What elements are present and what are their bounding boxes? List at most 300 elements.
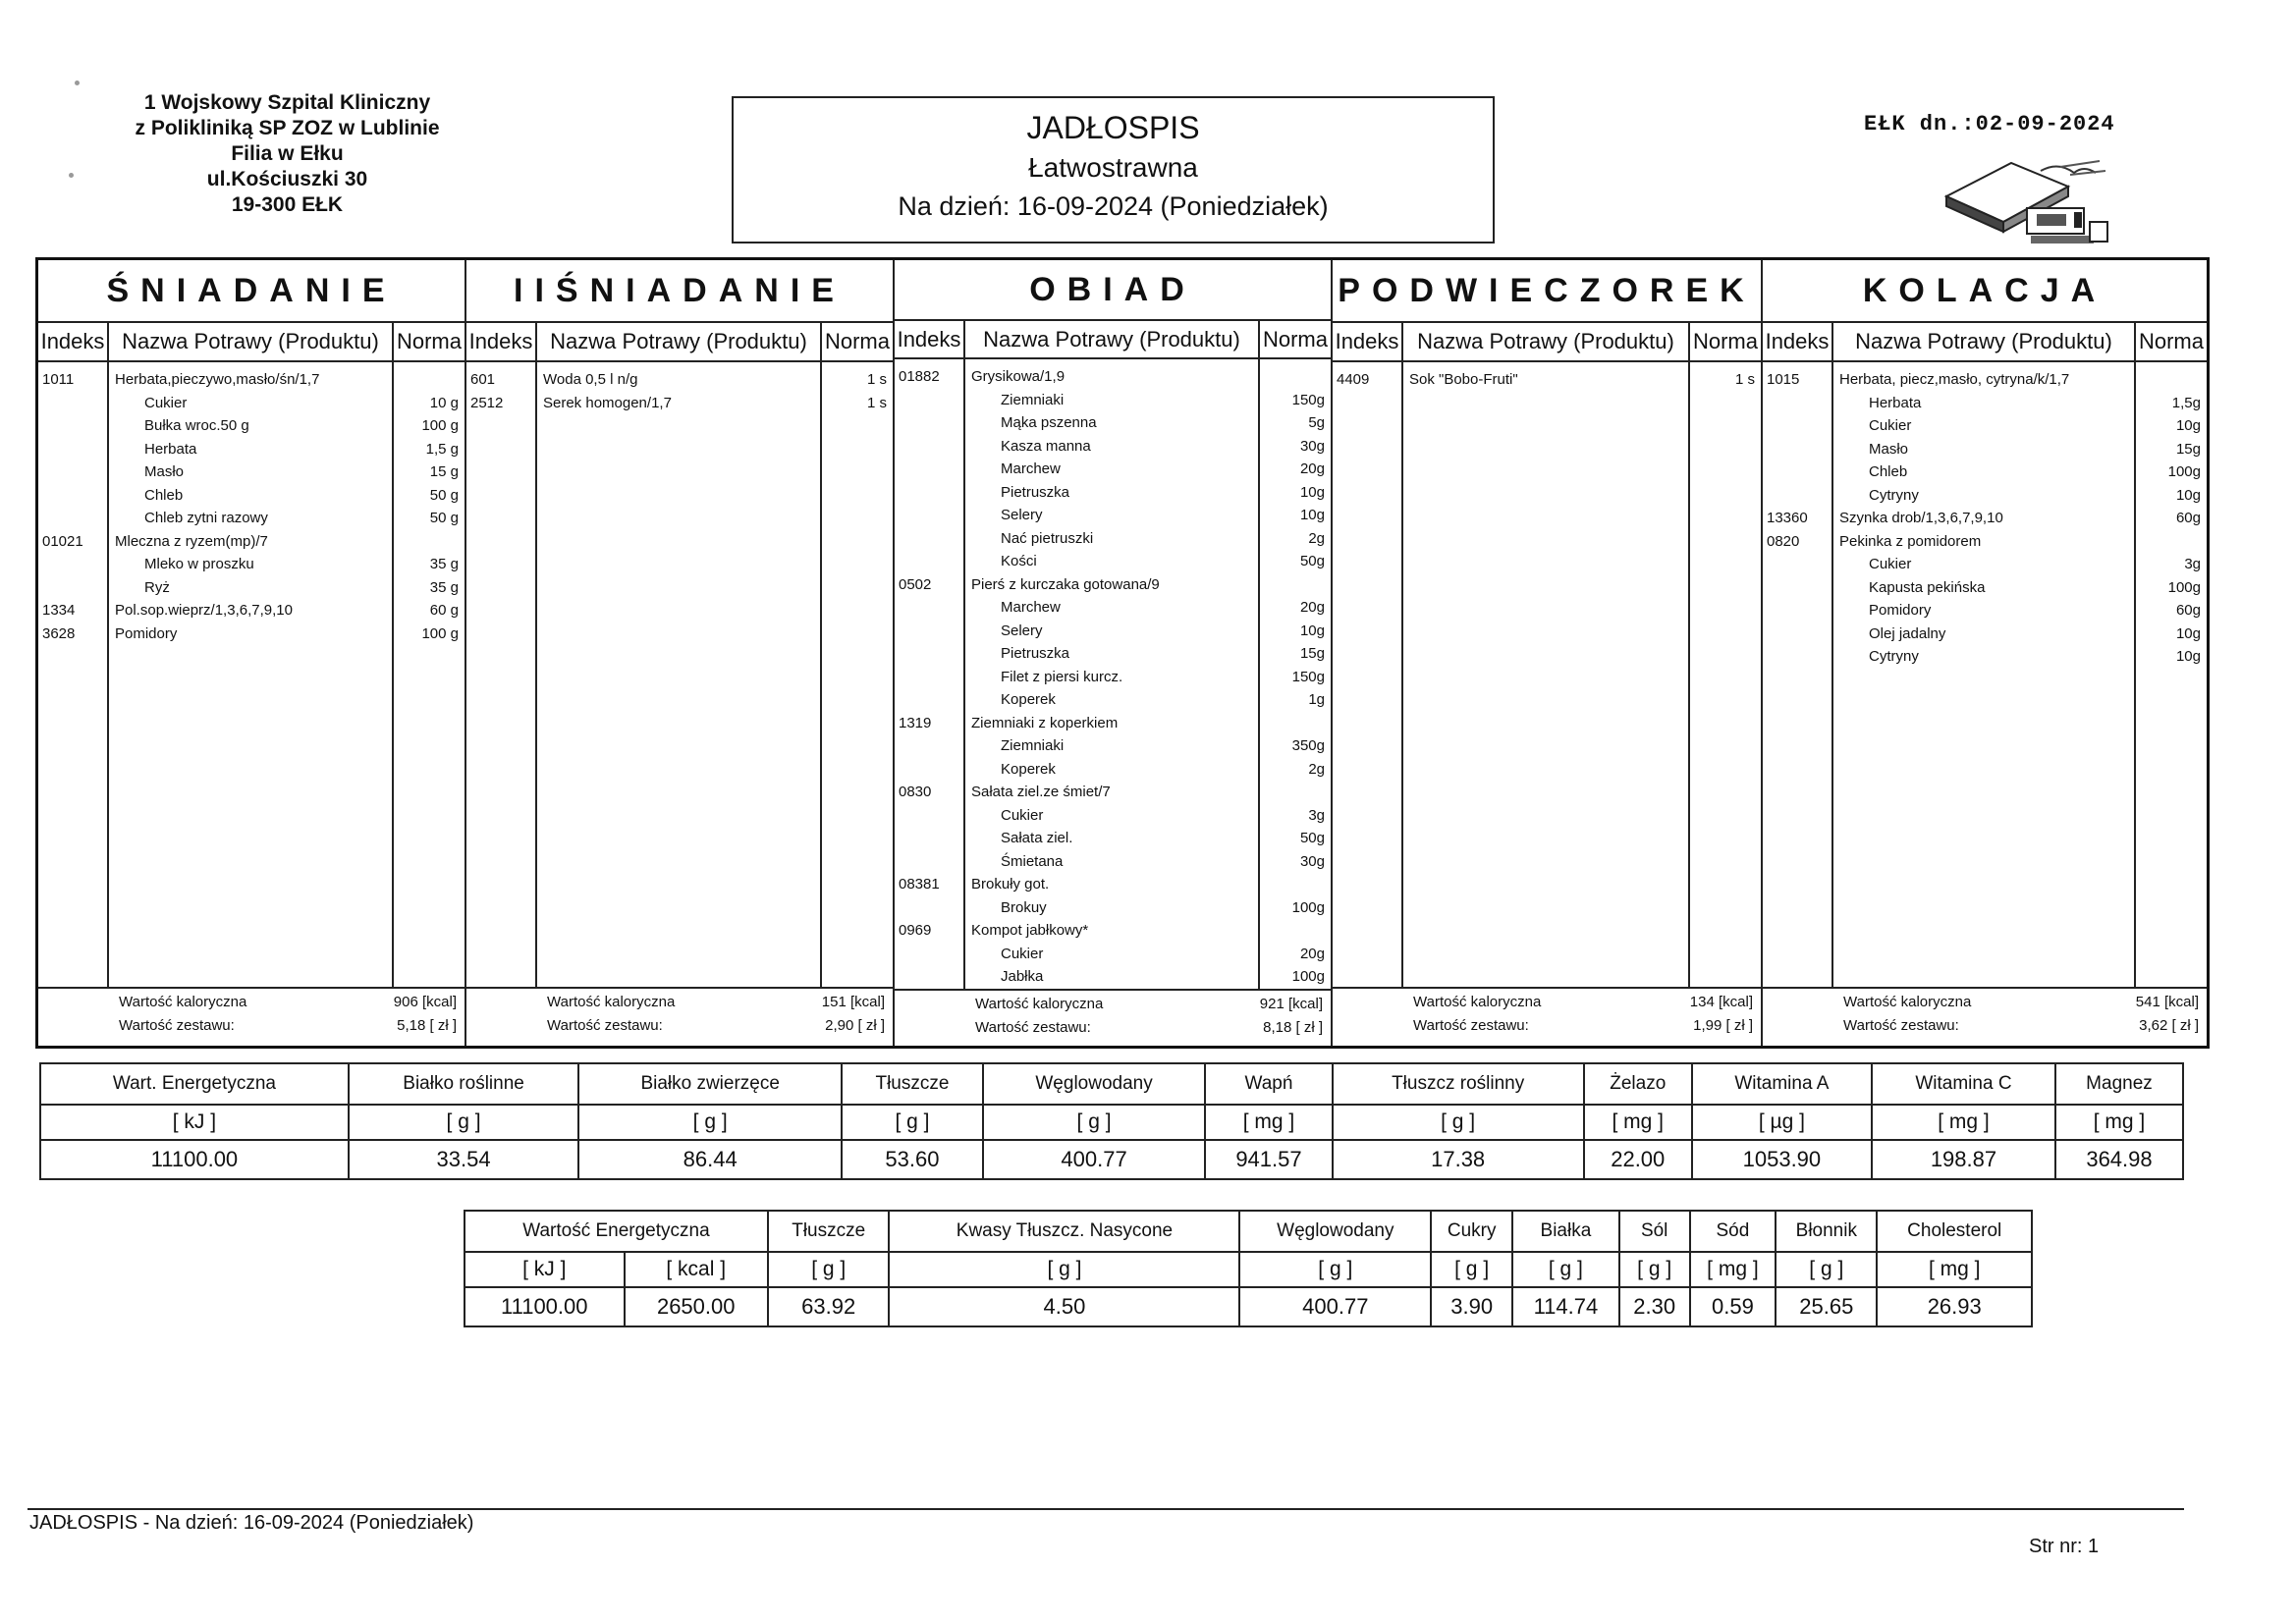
calorie-row [474, 991, 885, 1014]
nutrient-value: 25.65 [1776, 1287, 1877, 1326]
meal-totals [1763, 989, 2207, 1046]
nutrient-value: 26.93 [1877, 1287, 2032, 1326]
meal-title: ŚNIADANIE [38, 260, 465, 323]
meal-totals [466, 989, 893, 1046]
ingredient-name: Herbata [144, 440, 197, 458]
ingredient-name: Pomidory [1869, 602, 1932, 619]
ingredient-name: Chleb [1869, 463, 1908, 480]
nutrient-unit: [ kJ ] [465, 1252, 625, 1287]
nutrient-header: Magnez [2055, 1063, 2183, 1105]
item-norm [1260, 573, 1325, 597]
item-index [1767, 460, 1831, 484]
calorie-row [46, 991, 457, 1014]
nutrient-value: 941.57 [1205, 1140, 1332, 1179]
item-norm: 10g [1299, 507, 1325, 524]
ingredient-name: Cukier [1869, 556, 1912, 572]
nutrient-header: Wart. Energetyczna [40, 1063, 349, 1105]
nutrient-unit: [ mg ] [2055, 1105, 2183, 1140]
ingredient-name: Cukier [1001, 945, 1044, 962]
nutrient-value: 198.87 [1872, 1140, 2055, 1179]
calorie-label: Wartość kaloryczna [1843, 994, 1972, 1010]
hospital-address [98, 90, 476, 218]
page-number: Str nr: 1 [2029, 1536, 2100, 1557]
item-norm: 15g [2175, 440, 2201, 458]
item-norm: 20g [1299, 599, 1325, 617]
name-column [1403, 362, 1690, 987]
value-row [465, 1287, 2032, 1326]
cost-value: 1,99 [ zł ] [1693, 1017, 1753, 1034]
item-norm [1260, 712, 1325, 735]
ingredient-name: Pietruszka [1001, 645, 1070, 663]
item-norm: 35 g [429, 578, 459, 596]
calorie-value: 151 [kcal] [821, 994, 885, 1010]
nutrient-unit: [ g ] [1239, 1252, 1431, 1287]
ingredient-name: Mąka pszenna [1001, 414, 1097, 432]
item-index [899, 435, 963, 459]
nutrition-facts-table [464, 1210, 2033, 1327]
item-index: 1011 [42, 371, 75, 388]
item-index [899, 411, 963, 435]
nutrient-header: Żelazo [1584, 1063, 1692, 1105]
index-column [1763, 362, 1833, 987]
item-norm: 50 g [429, 510, 459, 526]
meal-items [1333, 362, 1761, 989]
item-index [1767, 414, 1831, 438]
item-norm: 1,5 g [425, 440, 459, 458]
dish-name: Brokuły got. [971, 876, 1050, 893]
nutrient-unit: [ g ] [889, 1252, 1239, 1287]
nutrient-header: Węglowodany [983, 1063, 1206, 1105]
meal-items [1763, 362, 2207, 989]
item-index [42, 553, 107, 576]
nutrient-unit: [ µg ] [1692, 1105, 1872, 1140]
item-norm: 100g [2167, 578, 2201, 596]
item-index [1767, 622, 1831, 646]
dish-name: Kompot jabłkowy* [971, 922, 1089, 940]
dish-name: Herbata, piecz,masło, cytryna/k/1,7 [1839, 371, 2070, 388]
nutrient-header: Białko zwierzęce [578, 1063, 842, 1105]
nutrient-unit: [ mg ] [1205, 1105, 1332, 1140]
nutrient-unit: [ g ] [1333, 1105, 1584, 1140]
meal-column [1763, 260, 2207, 1046]
norm-header: Norma [396, 329, 462, 353]
nutrient-header: Tłuszcz roślinny [1333, 1063, 1584, 1105]
item-index [899, 827, 963, 850]
ingredient-name: Ryż [144, 578, 170, 596]
dish-name: Mleczna z ryzem(mp)/7 [115, 532, 268, 550]
item-norm: 20g [1299, 945, 1325, 962]
ingredient-name: Brokuy [1001, 898, 1047, 916]
ingredient-name: Koperek [1001, 760, 1056, 778]
item-norm: 60g [2175, 602, 2201, 619]
cost-label: Wartość zestawu: [1413, 1017, 1529, 1034]
item-index: 0969 [899, 922, 932, 940]
nutrient-unit: [ g ] [349, 1105, 578, 1140]
calorie-row [902, 993, 1323, 1016]
menu-date: Na dzień: 16-09-2024 (Poniedziałek) [898, 191, 1329, 221]
hospital-line: ul.Kościuszki 30 [206, 168, 368, 190]
norm-header: Norma [824, 329, 890, 353]
item-index [899, 596, 963, 620]
item-norm: 20g [1299, 460, 1325, 478]
nutrient-value: 53.60 [842, 1140, 983, 1179]
item-norm [2136, 368, 2201, 392]
ingredient-name: Selery [1001, 622, 1043, 639]
header-row [465, 1211, 2032, 1252]
item-index [899, 666, 963, 689]
scan-speck [69, 173, 74, 178]
ingredient-name: Cytryny [1869, 486, 1919, 504]
issue-date: EŁK dn.:02-09-2024 [1864, 112, 2115, 136]
item-norm: 50g [1299, 830, 1325, 847]
item-norm: 3g [1308, 806, 1325, 824]
nutrient-header: Wapń [1205, 1063, 1332, 1105]
nutrient-value: 22.00 [1584, 1140, 1692, 1179]
title-box [732, 96, 1495, 243]
ingredient-name: Masło [144, 463, 185, 480]
cost-label: Wartość zestawu: [1843, 1017, 1959, 1034]
cost-label: Wartość zestawu: [975, 1018, 1091, 1036]
nutrient-value: 400.77 [983, 1140, 1206, 1179]
nutrient-header: Witamina C [1872, 1063, 2055, 1105]
column-header-row [466, 323, 893, 362]
item-norm: 50 g [429, 486, 459, 504]
item-index [42, 484, 107, 508]
item-index [42, 438, 107, 461]
index-header: Indeks [1763, 323, 1833, 360]
nutrient-header: Wartość Energetyczna [465, 1211, 768, 1252]
meal-title: PODWIECZOREK [1333, 260, 1761, 323]
dish-name: Serek homogen/1,7 [543, 394, 672, 411]
calorie-value: 541 [kcal] [2135, 994, 2199, 1010]
nutrient-value: 11100.00 [40, 1140, 349, 1179]
nutrient-value: 114.74 [1512, 1287, 1619, 1326]
nutrient-unit: [ mg ] [1690, 1252, 1777, 1287]
nutrient-value: 86.44 [578, 1140, 842, 1179]
cost-value: 8,18 [ zł ] [1263, 1018, 1323, 1036]
index-column [466, 362, 537, 987]
ingredient-name: Ziemniaki [1001, 391, 1065, 408]
item-norm: 2g [1308, 760, 1325, 778]
item-norm: 10g [2175, 417, 2201, 434]
index-column [38, 362, 109, 987]
meal-column [895, 260, 1333, 1046]
hospital-line: 19-300 EŁK [231, 193, 344, 216]
item-norm [1260, 781, 1325, 804]
item-index [1767, 484, 1831, 508]
item-index: 1319 [899, 714, 932, 731]
nutrient-unit: [ mg ] [1877, 1252, 2032, 1287]
item-norm: 30g [1299, 437, 1325, 455]
name-header: Nazwa Potrawy (Produktu) [965, 321, 1260, 357]
item-index: 1015 [1767, 371, 1800, 388]
scan-speck [75, 81, 80, 85]
calorie-label: Wartość kaloryczna [1413, 994, 1542, 1010]
nutrient-value: 2.30 [1619, 1287, 1690, 1326]
item-index [1767, 645, 1831, 669]
calorie-label: Wartość kaloryczna [547, 994, 676, 1010]
cost-label: Wartość zestawu: [119, 1017, 235, 1034]
ingredient-name: Koperek [1001, 691, 1056, 709]
item-index [899, 504, 963, 527]
nutrient-value: 0.59 [1690, 1287, 1777, 1326]
ingredient-name: Marchew [1001, 460, 1061, 478]
nutrient-unit: [ kcal ] [625, 1252, 768, 1287]
nutrient-value: 11100.00 [465, 1287, 625, 1326]
ingredient-name: Kości [1001, 553, 1037, 570]
diet-name: Łatwostrawna [1028, 152, 1198, 183]
item-norm: 15 g [429, 463, 459, 480]
item-index: 0830 [899, 784, 932, 801]
dish-name: Pekinka z pomidorem [1839, 532, 1982, 550]
item-index: 13360 [1767, 510, 1808, 526]
item-index [899, 688, 963, 712]
item-index: 4409 [1337, 371, 1370, 388]
nutrient-unit: [ mg ] [1872, 1105, 2055, 1140]
norm-column [394, 362, 465, 987]
column-header-row [1763, 323, 2207, 362]
calorie-value: 134 [kcal] [1689, 994, 1753, 1010]
ingredient-name: Cukier [1869, 417, 1912, 434]
item-norm [1260, 919, 1325, 943]
nutrient-value: 364.98 [2055, 1140, 2183, 1179]
ingredient-name: Kasza manna [1001, 437, 1091, 455]
item-index [899, 620, 963, 643]
item-index [899, 758, 963, 782]
ingredient-name: Pietruszka [1001, 483, 1070, 501]
item-norm: 30g [1299, 852, 1325, 870]
item-norm: 10g [1299, 622, 1325, 639]
page-title: JADŁOSPIS [1026, 110, 1200, 145]
ingredient-name: Chleb zytni razowy [144, 510, 268, 526]
item-index: 0502 [899, 575, 932, 593]
calorie-row [1771, 991, 2199, 1014]
cost-label: Wartość zestawu: [547, 1017, 663, 1034]
item-norm [394, 368, 459, 392]
item-index [1767, 599, 1831, 622]
footer-divider [27, 1508, 2184, 1510]
item-norm: 1g [1308, 691, 1325, 709]
item-index: 08381 [899, 876, 940, 893]
nutrient-value: 4.50 [889, 1287, 1239, 1326]
item-index [1767, 392, 1831, 415]
unit-row [40, 1105, 2183, 1140]
index-column [895, 359, 965, 989]
index-header: Indeks [895, 321, 965, 357]
cost-row [474, 1014, 885, 1038]
nutrient-value: 33.54 [349, 1140, 578, 1179]
dish-name: Pierś z kurczaka gotowana/9 [971, 575, 1160, 593]
item-index [1767, 576, 1831, 600]
ingredient-name: Cukier [144, 394, 188, 411]
item-index [899, 734, 963, 758]
item-norm: 60g [2175, 510, 2201, 526]
item-norm: 350g [1291, 737, 1325, 755]
hospital-line: 1 Wojskowy Szpital Kliniczny [143, 91, 431, 114]
item-norm: 15g [1299, 645, 1325, 663]
ingredient-name: Mleko w proszku [144, 556, 254, 572]
item-index [899, 527, 963, 551]
ingredient-name: Kapusta pekińska [1869, 578, 1986, 596]
cost-row [1340, 1014, 1753, 1038]
ingredient-name: Chleb [144, 486, 184, 504]
item-index [42, 392, 107, 415]
norm-column [822, 362, 893, 987]
index-header: Indeks [1333, 323, 1403, 360]
meal-totals [38, 989, 465, 1046]
nutrient-value: 3.90 [1431, 1287, 1512, 1326]
nutrient-header: Błonnik [1776, 1211, 1877, 1252]
dish-name: Sok "Bobo-Fruti" [1409, 371, 1518, 388]
norm-column [1260, 359, 1331, 989]
nutrient-value: 1053.90 [1692, 1140, 1872, 1179]
nutrient-header: Białka [1512, 1211, 1619, 1252]
nutrient-unit: [ kJ ] [40, 1105, 349, 1140]
meal-plan-table [35, 257, 2210, 1049]
item-index [42, 507, 107, 530]
meal-column [1333, 260, 1763, 1046]
cost-row [46, 1014, 457, 1038]
dish-name: Sałata ziel.ze śmiet/7 [971, 784, 1111, 801]
nutrient-unit: [ mg ] [1584, 1105, 1692, 1140]
item-index [899, 850, 963, 874]
item-index [899, 804, 963, 828]
item-norm: 1 s [866, 394, 887, 411]
item-norm: 1 s [1734, 371, 1755, 388]
nutrient-unit: [ g ] [1512, 1252, 1619, 1287]
nutrient-header: Tłuszcze [768, 1211, 890, 1252]
footer-title: JADŁOSPIS - Na dzień: 16-09-2024 (Poniedziałek) [29, 1512, 474, 1534]
meal-title: KOLACJA [1763, 260, 2207, 323]
item-index [1767, 553, 1831, 576]
nutrient-unit: [ g ] [1431, 1252, 1512, 1287]
item-index [899, 550, 963, 573]
item-index: 0820 [1767, 532, 1800, 550]
ingredient-name: Nać pietruszki [1001, 529, 1094, 547]
item-norm: 35 g [429, 556, 459, 572]
item-index [1767, 438, 1831, 461]
item-index: 01882 [899, 368, 940, 386]
hospital-line: z Polikliniką SP ZOZ w Lublinie [135, 117, 440, 139]
meal-column [466, 260, 895, 1046]
item-norm: 10 g [429, 394, 459, 411]
name-header: Nazwa Potrawy (Produktu) [1403, 323, 1690, 360]
item-norm: 150g [1291, 391, 1325, 408]
calorie-row [1340, 991, 1753, 1014]
item-norm: 50g [1299, 553, 1325, 570]
ingredient-name: Cytryny [1869, 648, 1919, 665]
nutrient-header: Sól [1619, 1211, 1690, 1252]
ingredient-name: Jabłka [1001, 968, 1044, 986]
nutrient-unit: [ g ] [1619, 1252, 1690, 1287]
meal-totals [1333, 989, 1761, 1046]
index-column [1333, 362, 1403, 987]
item-index: 601 [470, 371, 496, 388]
nutrient-unit: [ g ] [983, 1105, 1206, 1140]
calorie-label: Wartość kaloryczna [119, 994, 247, 1010]
item-norm: 10g [2175, 486, 2201, 504]
column-header-row [895, 321, 1331, 359]
name-column [537, 362, 822, 987]
name-header: Nazwa Potrawy (Produktu) [1833, 323, 2136, 360]
meal-title: OBIAD [895, 260, 1331, 321]
item-index [42, 460, 107, 484]
nutrient-unit: [ g ] [768, 1252, 890, 1287]
nutrient-unit: [ g ] [842, 1105, 983, 1140]
column-header-row [1333, 323, 1761, 362]
ingredient-name: Sałata ziel. [1001, 830, 1073, 847]
item-norm: 100g [2167, 463, 2201, 480]
nutrient-value: 400.77 [1239, 1287, 1431, 1326]
item-norm [394, 530, 459, 554]
dish-name: Szynka drob/1,3,6,7,9,10 [1839, 510, 2003, 526]
item-index [899, 389, 963, 412]
nutrient-header: Tłuszcze [842, 1063, 983, 1105]
item-index: 2512 [470, 394, 504, 411]
norm-column [2136, 362, 2207, 987]
value-row [40, 1140, 2183, 1179]
item-norm: 100 g [421, 624, 459, 642]
calorie-value: 921 [kcal] [1259, 995, 1323, 1012]
item-norm: 100g [1291, 898, 1325, 916]
name-column [965, 359, 1260, 989]
nutrient-value: 63.92 [768, 1287, 890, 1326]
item-norm: 5g [1308, 414, 1325, 432]
ingredient-name: Olej jadalny [1869, 624, 1946, 642]
item-norm: 100g [1291, 968, 1325, 986]
nutrient-unit: [ g ] [578, 1105, 842, 1140]
norm-column [1690, 362, 1761, 987]
nutrient-header: Sód [1690, 1211, 1777, 1252]
ingredient-name: Marchew [1001, 599, 1061, 617]
item-index: 1334 [42, 602, 76, 619]
meal-items [38, 362, 465, 989]
item-norm: 3g [2184, 556, 2201, 572]
nutrient-header: Witamina A [1692, 1063, 1872, 1105]
ingredient-name: Śmietana [1001, 852, 1064, 870]
dish-name: Ziemniaki z koperkiem [971, 714, 1119, 731]
book-desk-icon [1942, 157, 2119, 247]
item-index [42, 414, 107, 438]
meal-totals [895, 991, 1331, 1046]
dish-name: Pol.sop.wieprz/1,3,6,7,9,10 [115, 602, 293, 619]
nutrient-header: Kwasy Tłuszcz. Nasycone [889, 1211, 1239, 1252]
name-column [1833, 362, 2136, 987]
name-column [109, 362, 394, 987]
index-header: Indeks [466, 323, 537, 360]
dish-name: Grysikowa/1,9 [971, 368, 1066, 386]
item-index [899, 965, 963, 989]
item-norm: 10g [2175, 624, 2201, 642]
hospital-line: Filia w Ełku [231, 142, 344, 165]
unit-row [465, 1252, 2032, 1287]
nutrient-unit: [ g ] [1776, 1252, 1877, 1287]
nutrient-header: Cholesterol [1877, 1211, 2032, 1252]
cost-value: 2,90 [ zł ] [825, 1017, 885, 1034]
dish-name: Herbata,pieczywo,masło/śn/1,7 [115, 371, 320, 388]
item-index [899, 458, 963, 481]
nutrient-value: 2650.00 [625, 1287, 768, 1326]
item-norm: 60 g [429, 602, 459, 619]
meal-column [38, 260, 466, 1046]
dish-name: Pomidory [115, 624, 178, 642]
item-norm [1260, 873, 1325, 896]
item-norm: 1 s [866, 371, 887, 388]
nutrient-value: 17.38 [1333, 1140, 1584, 1179]
cost-value: 3,62 [ zł ] [2139, 1017, 2199, 1034]
item-index [899, 943, 963, 966]
meal-items [466, 362, 893, 989]
